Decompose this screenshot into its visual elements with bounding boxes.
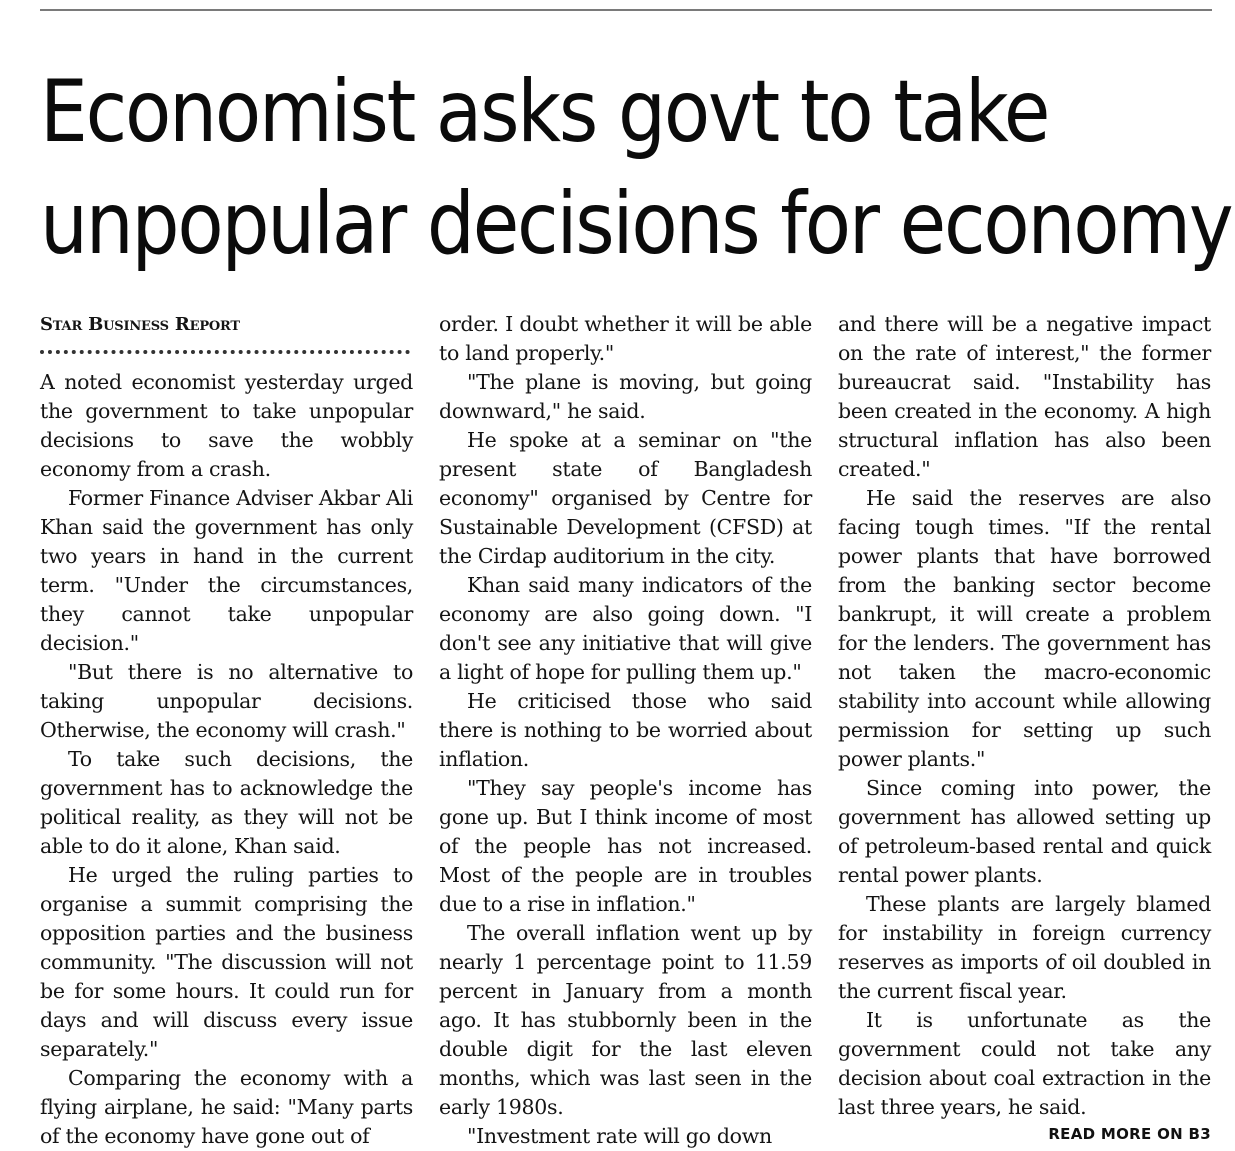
paragraph: "Investment rate will go down — [467, 1124, 772, 1148]
paragraph: "The plane is moving, but going downward," he said. — [439, 370, 812, 423]
read-more-link[interactable]: READ MORE ON B3 — [1048, 1125, 1211, 1143]
paragraph: He criticised those who said there is nothing to be worried about inflation. — [439, 689, 812, 771]
headline-line-2: unpopular decisions for economy — [40, 174, 1232, 274]
paragraph: He urged the ruling parties to organise a summit comprising the opposition parties and the business community. "The discussion will not be for some hours. It could run for days and will discuss every issue separately." — [40, 863, 413, 1061]
dotted-divider — [40, 339, 413, 368]
paragraph: Comparing the economy with a flying airplane, he said: "Many parts of the economy have gone out of — [40, 1066, 413, 1148]
paragraph: Khan said many indicators of the economy are also going down. "I don't see any initiative that will give a light of hope for pulling them up." — [439, 573, 812, 684]
paragraph: The overall inflation went up by nearly 1 percentage point to 11.59 percent in January from a month ago. It has stubbornly been in the double digit for the last eleven months, which was last seen in the early 1980s. — [439, 921, 812, 1119]
headline-line-1: Economist asks govt to take — [40, 62, 1049, 162]
paragraph: He said the reserves are also facing tough times. "If the rental power plants that have borrowed from the banking sector become bankrupt, it will create a problem for the lenders. The government has not taken the macro-economic stability into account while allowing permission for setting up such power plants." — [838, 486, 1211, 771]
paragraph: "But there is no alternative to taking unpopular decisions. Otherwise, the economy will crash." — [40, 660, 413, 742]
byline: Star Business Report — [40, 314, 240, 335]
paragraph: A noted economist yesterday urged the government to take unpopular decisions to save the wobbly economy from a crash. — [40, 370, 413, 481]
paragraph: and there will be a negative impact on the rate of interest," the former bureaucrat said. "Instability has been created in the economy. A high structural inflation has also been created." — [838, 312, 1211, 481]
top-rule — [40, 9, 1212, 11]
article-column-3 — [838, 310, 1211, 1122]
article-column-1 — [40, 310, 413, 1151]
paragraph: "They say people's income has gone up. But I think income of most of the people has not increased. Most of the people are in troubles due to a rise in inflation." — [439, 776, 812, 916]
paragraph: To take such decisions, the government has to acknowledge the political reality, as they will not be able to do it alone, Khan said. — [40, 747, 413, 858]
paragraph: These plants are largely blamed for instability in foreign currency reserves as imports of oil doubled in the current fiscal year. — [838, 892, 1211, 1003]
paragraph: Former Finance Adviser Akbar Ali Khan said the government has only two years in hand in the current term. "Under the circumstances, they cannot take unpopular decision." — [40, 486, 413, 655]
paragraph: Since coming into power, the government has allowed setting up of petroleum-based rental and quick rental power plants. — [838, 776, 1211, 887]
article-column-2 — [439, 310, 812, 1151]
paragraph: He spoke at a seminar on "the present state of Bangladesh economy" organised by Centre for Sustainable Development (CFSD) at the Cirdap auditorium in the city. — [439, 428, 812, 568]
paragraph: order. I doubt whether it will be able to land properly." — [439, 312, 812, 365]
headline — [40, 56, 1232, 280]
paragraph: It is unfortunate as the government could not take any decision about coal extraction in the last three years, he said. — [838, 1008, 1211, 1119]
